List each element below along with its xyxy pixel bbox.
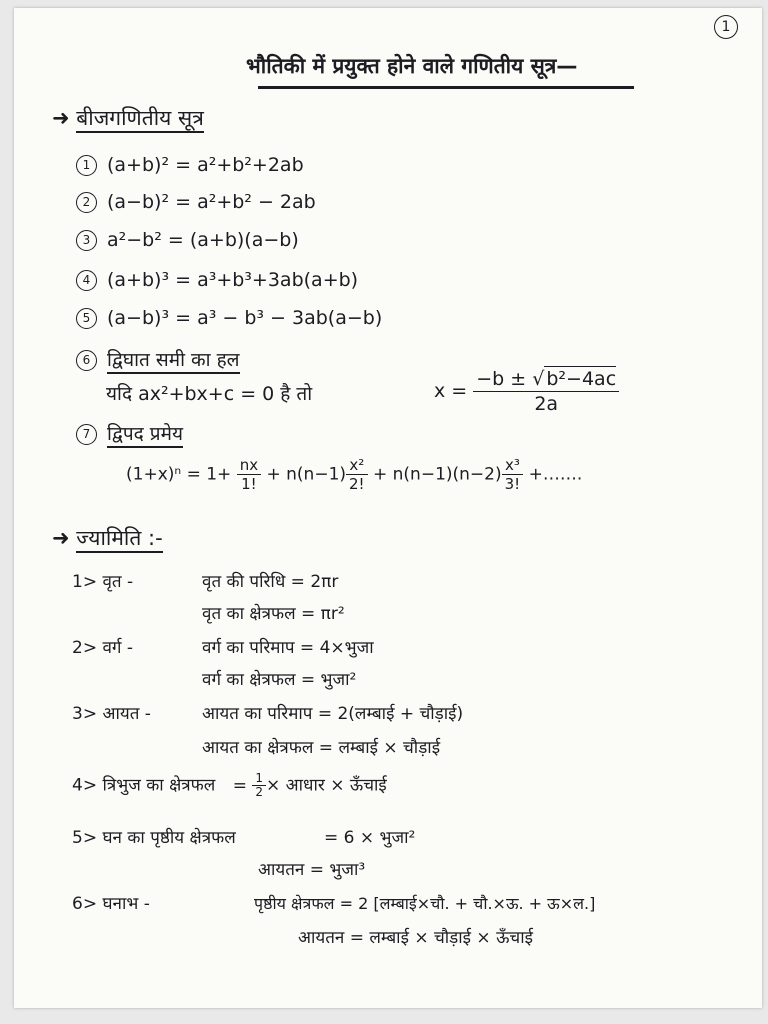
sqrt-icon: √: [532, 368, 545, 390]
formula-5: [76, 306, 382, 330]
algebra-heading: बीजगणितीय सूत्र: [76, 106, 204, 133]
quadratic-formula: [434, 366, 619, 416]
quadratic-condition: यदि ax²+bx+c = 0 है तो: [106, 383, 313, 405]
quadratic-heading-row: [76, 348, 240, 372]
formula-4: [76, 268, 358, 292]
quadratic-fraction: [473, 366, 619, 416]
binomial-formula: (1+x)ⁿ = 1+ $\frac{nx}{1!}$ + n(n−1) $\frac{\text{x²}}{2!}$ + n(n−1)(n−2) $\frac{\text{x³}}{3!}$ +…….: [126, 456, 583, 493]
formula-2: [76, 190, 316, 214]
formula-text: a²−b² = (a+b)(a−b): [107, 229, 299, 251]
formula-number: 4: [76, 270, 97, 291]
denominator: 2a: [534, 393, 559, 415]
geometry-section: [52, 526, 163, 550]
square-perimeter: वर्ग का परिमाप = 4×भुजा: [202, 638, 374, 658]
formula-number: 2: [76, 192, 97, 213]
circle-area: वृत का क्षेत्रफल = πr²: [202, 604, 345, 624]
formula-text: (a−b)³ = a³ − b³ − 3ab(a−b): [107, 307, 383, 329]
formula-3: [76, 228, 299, 252]
formula-number: 7: [76, 424, 97, 445]
radicand: b²−4ac: [546, 368, 617, 390]
formula-text: (a+b)³ = a³+b³+3ab(a+b): [107, 269, 359, 291]
geometry-label-cuboid: 6> घनाभ -: [72, 894, 150, 914]
cuboid-volume: आयतन = लम्बाई × चौड़ाई × ऊँचाई: [298, 928, 533, 948]
triangle-area: 4> त्रिभुज का क्षेत्रफल = $\frac{1}{2}$ × आधार × ऊँचाई: [72, 771, 387, 799]
rectangle-area: आयत का क्षेत्रफल = लम्बाई × चौड़ाई: [202, 738, 441, 758]
algebra-section: [52, 106, 204, 130]
binomial-term-3: $\frac{\text{x³}}{3!}$: [502, 456, 524, 493]
quadratic-lhs: x =: [434, 380, 468, 402]
formula-number: 6: [76, 350, 97, 371]
arrow-right-icon: ➜: [52, 526, 77, 550]
formula-1: [76, 153, 304, 177]
formula-text: (a−b)² = a²+b² − 2ab: [107, 191, 316, 213]
geometry-label-square: 2> वर्ग -: [72, 638, 134, 658]
binomial-heading-row: [76, 422, 183, 446]
geometry-label-circle: 1> वृत -: [72, 572, 134, 592]
formula-text: (a+b)² = a²+b²+2ab: [107, 154, 304, 176]
notebook-page: [14, 8, 762, 1008]
geometry-label-cube: 5> घन का पृष्ठीय क्षेत्रफल: [72, 828, 236, 848]
page-number-badge: 1: [714, 15, 738, 39]
cube-surface-area: = 6 × भुजा²: [324, 828, 416, 848]
formula-number: 3: [76, 230, 97, 251]
quadratic-heading: द्विघात समी का हल: [107, 349, 240, 374]
binomial-heading: द्विपद प्रमेय: [107, 423, 183, 448]
cube-volume: आयतन = भुजा³: [258, 860, 366, 880]
geometry-label-triangle: 4> त्रिभुज का क्षेत्रफल: [72, 775, 216, 796]
binomial-lhs: (1+x)ⁿ = 1+: [126, 464, 232, 485]
geometry-heading: ज्यामिति :-: [76, 526, 162, 553]
rectangle-perimeter: आयत का परिमाप = 2(लम्बाई + चौड़ाई): [202, 704, 464, 724]
title-underline: [258, 86, 634, 89]
geometry-label-rectangle: 3> आयत -: [72, 704, 151, 724]
formula-number: 5: [76, 308, 97, 329]
numerator-prefix: −b ±: [476, 368, 527, 390]
arrow-right-icon: ➜: [52, 106, 77, 130]
cuboid-surface-area: पृष्ठीय क्षेत्रफल = 2 [लम्बाई×चौ. + चौ.×ऊ. + ऊ×ल.]: [254, 894, 596, 913]
square-area: वर्ग का क्षेत्रफल = भुजा²: [202, 670, 357, 690]
formula-number: 1: [76, 155, 97, 176]
page-title: भौतिकी में प्रयुक्त होने वाले गणितीय सूत्र—: [246, 54, 578, 78]
binomial-term-1: $\frac{nx}{1!}$: [237, 456, 261, 493]
binomial-term-2: $\frac{\text{x²}}{2!}$: [346, 456, 368, 493]
circle-circumference: वृत की परिधि = 2πr: [202, 572, 339, 592]
